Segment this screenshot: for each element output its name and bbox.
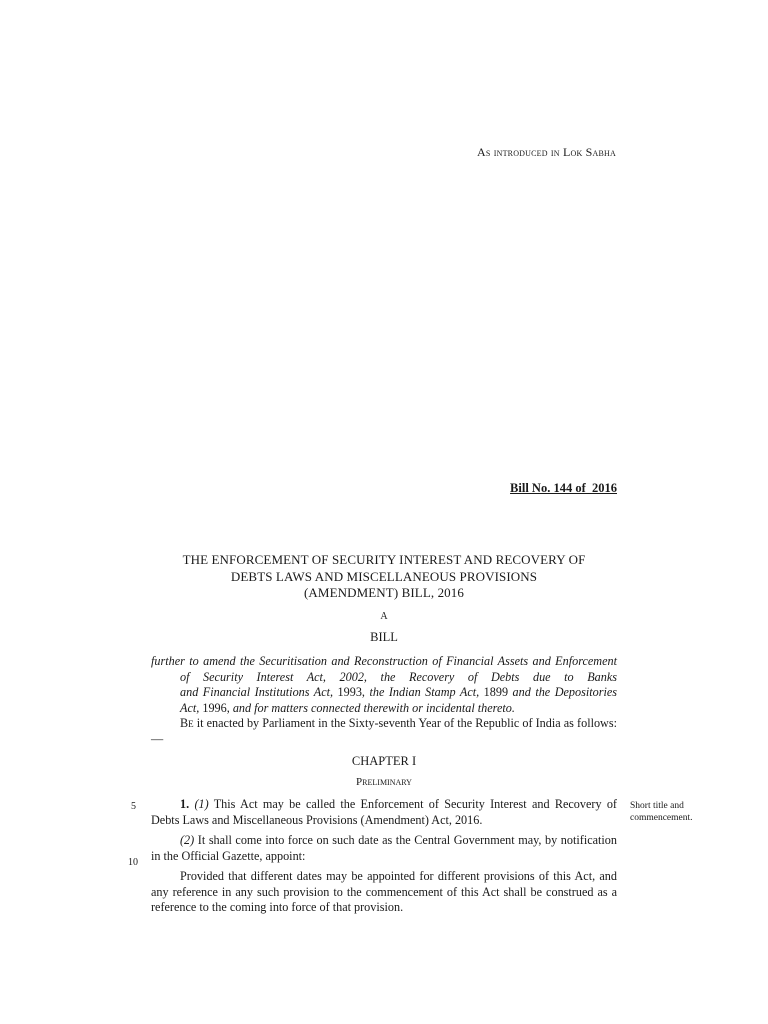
marginal-note [630, 800, 710, 824]
long-title-line-2: of Security Interest Act, 2002, the Recovery of Debts due to Banks [180, 669, 617, 684]
enacting-be: Be [180, 716, 194, 730]
proviso: Provided that different dates may be appointed for different provisions of this Act, and any reference in any such provision to the commencement of this Act shall be construed as a reference to the coming into force of that provision. [151, 869, 617, 914]
long-title-line-1: further to amend the Securitisation and Reconstruction of Financial Assets and Enforcement [151, 654, 617, 668]
chapter-subheading: Preliminary [356, 776, 412, 788]
long-title-year-2: 1899 [479, 685, 513, 699]
chapter-heading: CHAPTER I [351, 754, 417, 768]
bill-title-line-3: (AMENDMENT) BILL, 2016 [304, 585, 464, 600]
long-title-act-4: Act, [180, 700, 200, 715]
bill-heading: BILL [370, 630, 398, 644]
enacting-formula [151, 716, 617, 747]
long-title-line-4 [151, 701, 617, 717]
article-a: A [380, 611, 388, 622]
subsection-1-text: This Act may be called the Enforcement of Security Interest and Recovery of Debts Laws and Miscellaneous Provisions (Amendment) Act, 2016. [151, 797, 617, 827]
enacting-text: it enacted by Parliament in the Sixty-seventh Year of the Republic of India as follows:— [151, 716, 617, 746]
line-number-10: 10 [128, 857, 138, 868]
section-number: 1. [180, 797, 190, 811]
section-1-subsection-1 [151, 797, 617, 828]
introduced-in-lok-sabha: As introduced in Lok Sabha [477, 145, 616, 159]
line-number-5: 5 [131, 801, 136, 812]
long-title-act-2: the Indian Stamp Act, [369, 685, 480, 699]
bill-title [150, 552, 618, 602]
marginal-note-line-2: commencement. [630, 813, 693, 823]
bill-title-line-2: DEBTS LAWS AND MISCELLANEOUS PROVISIONS [230, 568, 538, 584]
bill-number: Bill No. 144 of 2016 [510, 481, 617, 495]
marginal-note-line-1: Short title and [630, 801, 684, 811]
long-title-line-3 [151, 685, 617, 701]
long-title-purpose: and for matters connected therewith or incidental thereto. [232, 700, 515, 715]
subsection-2-text: It shall come into force on such date as the Central Government may, by notification in the Official Gazette, appoint: [151, 833, 617, 863]
long-title-act-3: and the Depositories [512, 685, 617, 699]
long-title-year-1: 1993, [333, 685, 370, 699]
long-title-act-1: and Financial Institutions Act, [180, 685, 334, 699]
subsection-1-marker: (1) [194, 797, 209, 811]
long-title [151, 654, 617, 716]
long-title-year-3: 1996, [199, 700, 233, 715]
subsection-2-marker: (2) [180, 833, 195, 847]
bill-title-line-1: THE ENFORCEMENT OF SECURITY INTEREST AND RECOVERY OF [182, 552, 586, 567]
section-1-subsection-2 [151, 833, 617, 864]
